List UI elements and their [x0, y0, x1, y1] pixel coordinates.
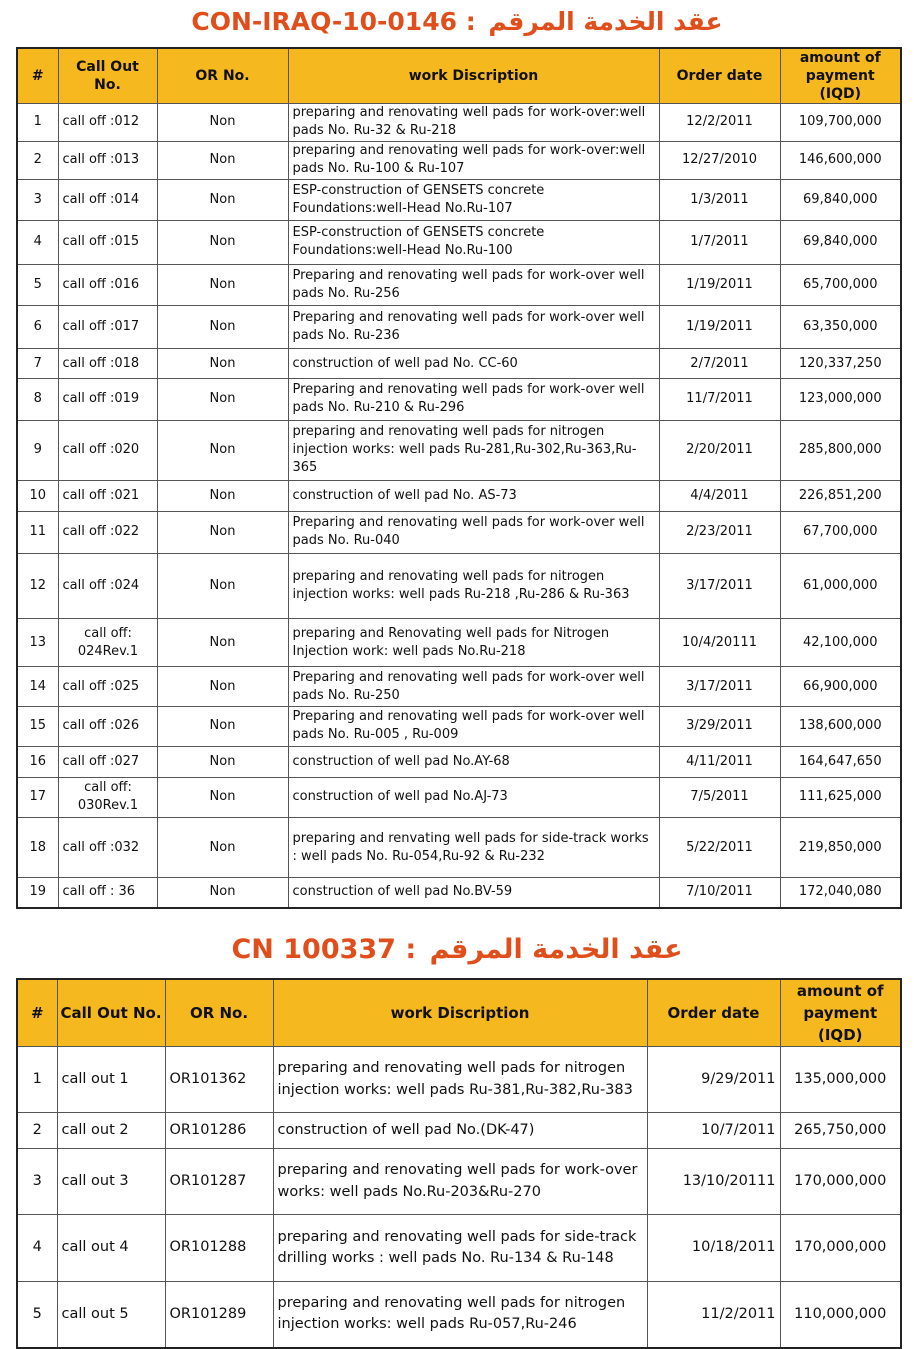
work-description: ESP-construction of GENSETS concrete Foundations:well-Head No.Ru-100 — [288, 220, 659, 265]
work-description: preparing and renovating well pads for work-over:well pads No. Ru-32 & Ru-218 — [288, 104, 659, 142]
payment-amount: 265,750,000 — [780, 1113, 901, 1149]
call-out-number: call off :014 — [58, 179, 157, 220]
table-row — [17, 777, 901, 818]
row-number: 17 — [17, 777, 58, 818]
work-description: construction of well pad No.AY-68 — [288, 746, 659, 777]
or-number: Non — [157, 511, 288, 553]
table-row — [17, 877, 901, 908]
row-number: 2 — [17, 1113, 57, 1149]
payment-amount: 170,000,000 — [780, 1215, 901, 1282]
order-date: 3/17/2011 — [659, 553, 780, 618]
work-description: preparing and renovating well pads for nitrogen injection works: well pads Ru-281,Ru-302,Ru-363,Ru-365 — [288, 420, 659, 480]
call-out-number: call off :016 — [58, 265, 157, 306]
call-out-number: call out 5 — [57, 1282, 165, 1348]
or-number: Non — [157, 349, 288, 379]
work-description: preparing and Renovating well pads for Nitrogen Injection work: well pads No.Ru-218 — [288, 619, 659, 667]
header-call-out-no: Call Out No. — [57, 979, 165, 1047]
work-description: preparing and renovating well pads for nitrogen injection works: well pads Ru-057,Ru-246 — [273, 1282, 647, 1348]
or-number: Non — [157, 481, 288, 512]
payment-amount: 285,800,000 — [780, 420, 901, 480]
or-number: Non — [157, 104, 288, 142]
contract-table-1 — [16, 47, 902, 909]
payment-amount: 69,840,000 — [780, 220, 901, 265]
order-date: 2/7/2011 — [659, 349, 780, 379]
or-number: Non — [157, 746, 288, 777]
or-number: Non — [157, 420, 288, 480]
order-date: 5/22/2011 — [659, 818, 780, 877]
or-number: Non — [157, 818, 288, 877]
order-date: 9/29/2011 — [647, 1047, 780, 1113]
or-number: Non — [157, 179, 288, 220]
header-amount-of-payment: amount of payment (IQD) — [780, 979, 901, 1047]
or-number: OR101289 — [165, 1282, 273, 1348]
payment-amount: 146,600,000 — [780, 141, 901, 179]
header-number: # — [17, 979, 57, 1047]
contract-arabic-label-2: عقد الخدمة المرقم — [429, 934, 683, 965]
table-row — [17, 553, 901, 618]
row-number: 5 — [17, 265, 58, 306]
or-number: OR101287 — [165, 1149, 273, 1215]
order-date: 1/19/2011 — [659, 306, 780, 349]
payment-amount: 120,337,250 — [780, 349, 901, 379]
work-description: construction of well pad No. CC-60 — [288, 349, 659, 379]
row-number: 15 — [17, 706, 58, 746]
order-date: 3/29/2011 — [659, 706, 780, 746]
order-date: 12/27/2010 — [659, 141, 780, 179]
payment-amount: 219,850,000 — [780, 818, 901, 877]
payment-amount: 226,851,200 — [780, 481, 901, 512]
work-description: ESP-construction of GENSETS concrete Foundations:well-Head No.Ru-107 — [288, 179, 659, 220]
table-row — [17, 481, 901, 512]
table-row — [17, 1113, 901, 1149]
or-number: OR101288 — [165, 1215, 273, 1282]
table-row — [17, 706, 901, 746]
work-description: preparing and renvating well pads for side-track works : well pads No. Ru-054,Ru-92 & Ru-232 — [288, 818, 659, 877]
row-number: 14 — [17, 667, 58, 707]
payment-amount: 123,000,000 — [780, 378, 901, 420]
table-row — [17, 818, 901, 877]
contract-title-2 — [0, 930, 914, 970]
order-date: 1/19/2011 — [659, 265, 780, 306]
or-number: Non — [157, 141, 288, 179]
work-description: Preparing and renovating well pads for work-over well pads No. Ru-250 — [288, 667, 659, 707]
work-description: Preparing and renovating well pads for work-over well pads No. Ru-236 — [288, 306, 659, 349]
call-out-number: call off :022 — [58, 511, 157, 553]
or-number: Non — [157, 667, 288, 707]
call-out-number: call out 2 — [57, 1113, 165, 1149]
header-order-date: Order date — [647, 979, 780, 1047]
payment-amount: 109,700,000 — [780, 104, 901, 142]
work-description: preparing and renovating well pads for work-over:well pads No. Ru-100 & Ru-107 — [288, 141, 659, 179]
work-description: Preparing and renovating well pads for work-over well pads No. Ru-040 — [288, 511, 659, 553]
row-number: 4 — [17, 220, 58, 265]
table-row — [17, 667, 901, 707]
call-out-number: call off :021 — [58, 481, 157, 512]
payment-amount: 110,000,000 — [780, 1282, 901, 1348]
row-number: 13 — [17, 619, 58, 667]
table-row — [17, 179, 901, 220]
payment-amount: 67,700,000 — [780, 511, 901, 553]
row-number: 12 — [17, 553, 58, 618]
header-work-description: work Discription — [288, 48, 659, 104]
order-date: 2/20/2011 — [659, 420, 780, 480]
payment-amount: 172,040,080 — [780, 877, 901, 908]
work-description: construction of well pad No.BV-59 — [288, 877, 659, 908]
or-number: OR101362 — [165, 1047, 273, 1113]
order-date: 1/7/2011 — [659, 220, 780, 265]
order-date: 4/4/2011 — [659, 481, 780, 512]
call-out-number: call out 3 — [57, 1149, 165, 1215]
or-number: Non — [157, 265, 288, 306]
row-number: 6 — [17, 306, 58, 349]
order-date: 7/5/2011 — [659, 777, 780, 818]
table-row — [17, 349, 901, 379]
contract-code-1: CON-IRAQ-10-0146 — [191, 7, 457, 36]
call-out-number: call out 1 — [57, 1047, 165, 1113]
payment-amount: 138,600,000 — [780, 706, 901, 746]
table-row — [17, 220, 901, 265]
header-order-date: Order date — [659, 48, 780, 104]
row-number: 18 — [17, 818, 58, 877]
call-out-number: call off :019 — [58, 378, 157, 420]
payment-amount: 63,350,000 — [780, 306, 901, 349]
header-call-out-no: Call Out No. — [58, 48, 157, 104]
payment-amount: 164,647,650 — [780, 746, 901, 777]
call-out-number: call off :026 — [58, 706, 157, 746]
call-out-number: call off :032 — [58, 818, 157, 877]
call-out-number: call off :015 — [58, 220, 157, 265]
contract-arabic-label-1: عقد الخدمة المرقم — [488, 7, 723, 36]
table-row — [17, 1149, 901, 1215]
contract-code-2: CN 100337 — [231, 934, 396, 965]
work-description: Preparing and renovating well pads for work-over well pads No. Ru-256 — [288, 265, 659, 306]
order-date: 2/23/2011 — [659, 511, 780, 553]
call-out-number: call off: 030Rev.1 — [58, 777, 157, 818]
payment-amount: 66,900,000 — [780, 667, 901, 707]
or-number: Non — [157, 306, 288, 349]
or-number: Non — [157, 220, 288, 265]
header-or-no: OR No. — [165, 979, 273, 1047]
row-number: 2 — [17, 141, 58, 179]
call-out-number: call off: 024Rev.1 — [58, 619, 157, 667]
or-number: Non — [157, 619, 288, 667]
call-out-number: call off :027 — [58, 746, 157, 777]
row-number: 3 — [17, 179, 58, 220]
or-number: Non — [157, 378, 288, 420]
row-number: 1 — [17, 104, 58, 142]
table-row — [17, 1047, 901, 1113]
work-description: Preparing and renovating well pads for work-over well pads No. Ru-210 & Ru-296 — [288, 378, 659, 420]
work-description: preparing and renovating well pads for work-over works: well pads No.Ru-203&Ru-270 — [273, 1149, 647, 1215]
call-out-number: call off :024 — [58, 553, 157, 618]
call-out-number: call out 4 — [57, 1215, 165, 1282]
order-date: 3/17/2011 — [659, 667, 780, 707]
title-separator-2: : — [405, 934, 417, 965]
work-description: construction of well pad No.AJ-73 — [288, 777, 659, 818]
contract-title-1 — [0, 4, 914, 40]
table-row — [17, 1282, 901, 1348]
contract-table-2 — [16, 978, 902, 1349]
work-description: preparing and renovating well pads for nitrogen injection works: well pads Ru-218 ,Ru-286 & Ru-363 — [288, 553, 659, 618]
row-number: 19 — [17, 877, 58, 908]
call-out-number: call off : 36 — [58, 877, 157, 908]
order-date: 7/10/2011 — [659, 877, 780, 908]
header-or-no: OR No. — [157, 48, 288, 104]
order-date: 10/7/2011 — [647, 1113, 780, 1149]
header-number: # — [17, 48, 58, 104]
table-row — [17, 104, 901, 142]
table-header-row — [17, 979, 901, 1047]
row-number: 11 — [17, 511, 58, 553]
row-number: 9 — [17, 420, 58, 480]
order-date: 4/11/2011 — [659, 746, 780, 777]
table-row — [17, 746, 901, 777]
order-date: 1/3/2011 — [659, 179, 780, 220]
order-date: 10/4/20111 — [659, 619, 780, 667]
call-out-number: call off :020 — [58, 420, 157, 480]
payment-amount: 69,840,000 — [780, 179, 901, 220]
row-number: 7 — [17, 349, 58, 379]
order-date: 11/7/2011 — [659, 378, 780, 420]
work-description: preparing and renovating well pads for nitrogen injection works: well pads Ru-381,Ru-382,Ru-383 — [273, 1047, 647, 1113]
row-number: 1 — [17, 1047, 57, 1113]
order-date: 12/2/2011 — [659, 104, 780, 142]
order-date: 11/2/2011 — [647, 1282, 780, 1348]
call-out-number: call off :013 — [58, 141, 157, 179]
row-number: 3 — [17, 1149, 57, 1215]
call-out-number: call off :025 — [58, 667, 157, 707]
table-row — [17, 511, 901, 553]
call-out-number: call off :018 — [58, 349, 157, 379]
order-date: 10/18/2011 — [647, 1215, 780, 1282]
row-number: 16 — [17, 746, 58, 777]
row-number: 10 — [17, 481, 58, 512]
work-description: preparing and renovating well pads for side-track drilling works : well pads No. Ru-134 & Ru-148 — [273, 1215, 647, 1282]
or-number: Non — [157, 706, 288, 746]
work-description: construction of well pad No.(DK-47) — [273, 1113, 647, 1149]
or-number: OR101286 — [165, 1113, 273, 1149]
payment-amount: 135,000,000 — [780, 1047, 901, 1113]
table-row — [17, 265, 901, 306]
payment-amount: 111,625,000 — [780, 777, 901, 818]
table-row — [17, 306, 901, 349]
table-row — [17, 420, 901, 480]
payment-amount: 170,000,000 — [780, 1149, 901, 1215]
or-number: Non — [157, 877, 288, 908]
work-description: Preparing and renovating well pads for work-over well pads No. Ru-005 , Ru-009 — [288, 706, 659, 746]
row-number: 8 — [17, 378, 58, 420]
row-number: 4 — [17, 1215, 57, 1282]
header-work-description: work Discription — [273, 979, 647, 1047]
call-out-number: call off :017 — [58, 306, 157, 349]
payment-amount: 61,000,000 — [780, 553, 901, 618]
header-amount-of-payment: amount of payment (IQD) — [780, 48, 901, 104]
title-separator-1: : — [465, 7, 476, 36]
row-number: 5 — [17, 1282, 57, 1348]
table-header-row — [17, 48, 901, 104]
table-row — [17, 619, 901, 667]
or-number: Non — [157, 553, 288, 618]
table-row — [17, 141, 901, 179]
table-row — [17, 378, 901, 420]
payment-amount: 42,100,000 — [780, 619, 901, 667]
call-out-number: call off :012 — [58, 104, 157, 142]
table-row — [17, 1215, 901, 1282]
order-date: 13/10/20111 — [647, 1149, 780, 1215]
payment-amount: 65,700,000 — [780, 265, 901, 306]
or-number: Non — [157, 777, 288, 818]
work-description: construction of well pad No. AS-73 — [288, 481, 659, 512]
